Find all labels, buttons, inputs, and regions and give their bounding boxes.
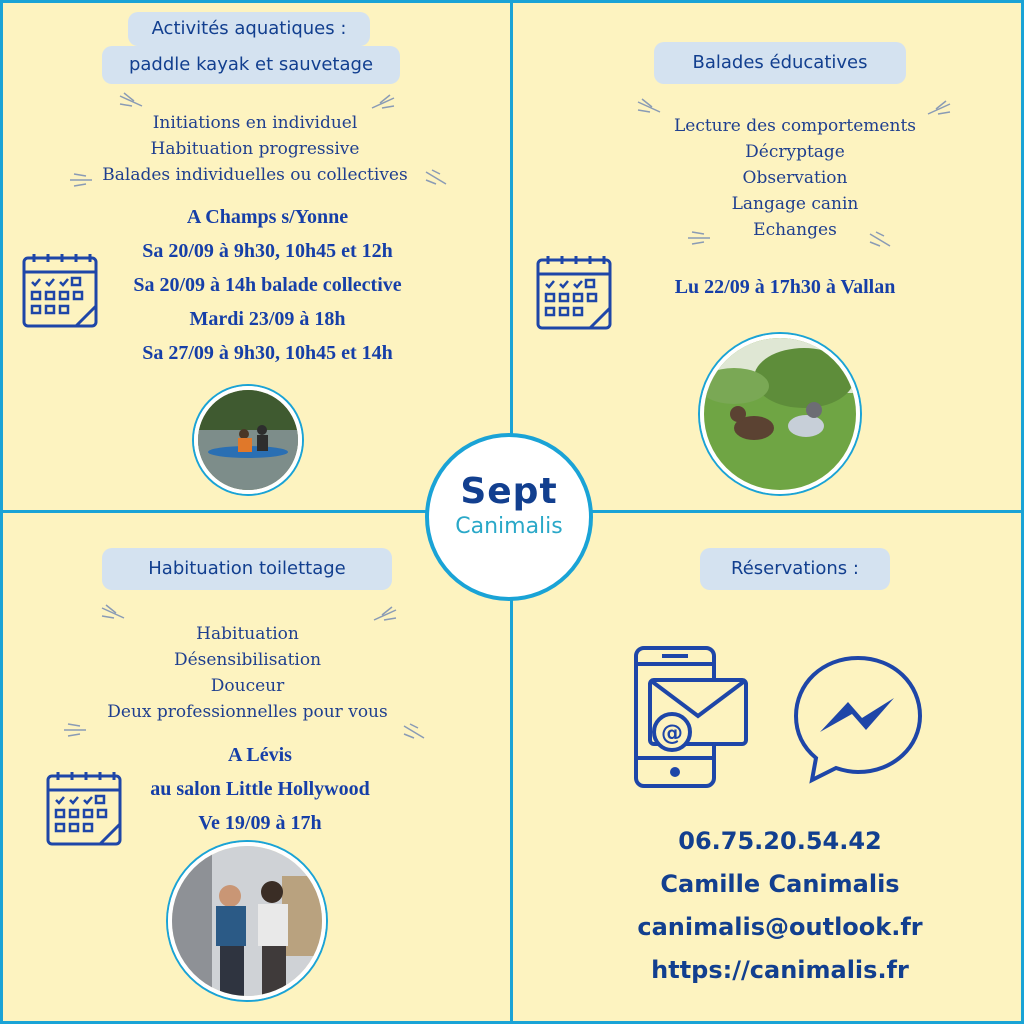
list-item: Observation [742, 168, 848, 188]
contact-name: Camille Canimalis [660, 870, 900, 898]
list-item: Habituation progressive [150, 139, 360, 159]
groomers-photo [168, 842, 326, 1000]
sparkle-decoration [402, 722, 430, 742]
aquatic-title [128, 12, 370, 46]
list-item: Balades individuelles ou collectives [102, 165, 408, 185]
list-item: Lecture des comportements [673, 116, 916, 136]
email-link[interactable]: canimalis@outlook.fr [637, 913, 923, 941]
list-item: Langage canin [731, 194, 859, 214]
sparkle-decoration [924, 100, 952, 118]
sparkle-decoration [62, 722, 90, 740]
sparkle-decoration [118, 92, 146, 110]
schedule-line: Mardi 23/09 à 18h [189, 308, 346, 330]
grooming-schedule [120, 738, 400, 840]
contact-block [560, 820, 1000, 992]
schedule-line: au salon Little Hollywood [150, 778, 370, 800]
schedule-line: Lu 22/09 à 17h30 à Vallan [674, 276, 896, 298]
schedule-line: Sa 20/09 à 14h balade collective [133, 274, 402, 296]
sparkle-decoration [368, 94, 396, 112]
svg-text:@: @ [661, 721, 683, 746]
calendar-icon [534, 250, 614, 332]
aquatic-schedule [100, 200, 435, 370]
phone-mail-icon[interactable] [632, 644, 752, 790]
sparkle-decoration [424, 168, 452, 188]
schedule-line: A Champs s/Yonne [186, 206, 349, 228]
reservations-title-label: Réservations : [731, 558, 859, 579]
month-badge [425, 433, 593, 601]
walks-items [620, 113, 970, 243]
sparkle-decoration [68, 172, 96, 190]
messenger-icon[interactable] [790, 652, 926, 786]
aquatic-title-line2: paddle kayak et sauvetage [128, 54, 374, 75]
grooming-items [70, 621, 425, 725]
dogs-photo [700, 334, 860, 494]
sparkle-decoration [636, 98, 664, 116]
website-link[interactable]: https://canimalis.fr [651, 956, 909, 984]
list-item: Décryptage [745, 142, 845, 162]
paddle-photo [194, 386, 302, 494]
calendar-icon [20, 248, 100, 330]
calendar-icon [44, 766, 124, 848]
grooming-title-label: Habituation toilettage [148, 558, 346, 579]
schedule-line: A Lévis [228, 744, 292, 766]
schedule-line: Ve 19/09 à 17h [198, 812, 322, 834]
sparkle-decoration [370, 606, 398, 624]
reservations-title [700, 548, 890, 590]
list-item: Echanges [753, 220, 837, 240]
schedule-line: Sa 27/09 à 9h30, 10h45 et 14h [142, 342, 393, 364]
month-label: Sept [460, 471, 558, 512]
list-item: Douceur [210, 676, 285, 696]
aquatic-subtitle [102, 46, 400, 84]
walks-title-label: Balades éducatives [692, 52, 868, 73]
list-item: Habituation [196, 624, 299, 644]
brand-logo: Canimalis [455, 514, 563, 539]
list-item: Deux professionnelles pour vous [107, 702, 388, 722]
aquatic-title-line1: Activités aquatiques : [151, 18, 347, 39]
sparkle-decoration [686, 230, 714, 248]
walks-schedule [640, 270, 930, 304]
sparkle-decoration [868, 230, 896, 250]
walks-title [654, 42, 906, 84]
list-item: Désensibilisation [173, 650, 322, 670]
phone-number[interactable]: 06.75.20.54.42 [678, 827, 882, 855]
sparkle-decoration [100, 604, 128, 622]
list-item: Initiations en individuel [152, 113, 358, 133]
grooming-title [102, 548, 392, 590]
aquatic-items [60, 110, 450, 188]
schedule-line: Sa 20/09 à 9h30, 10h45 et 12h [142, 240, 393, 262]
